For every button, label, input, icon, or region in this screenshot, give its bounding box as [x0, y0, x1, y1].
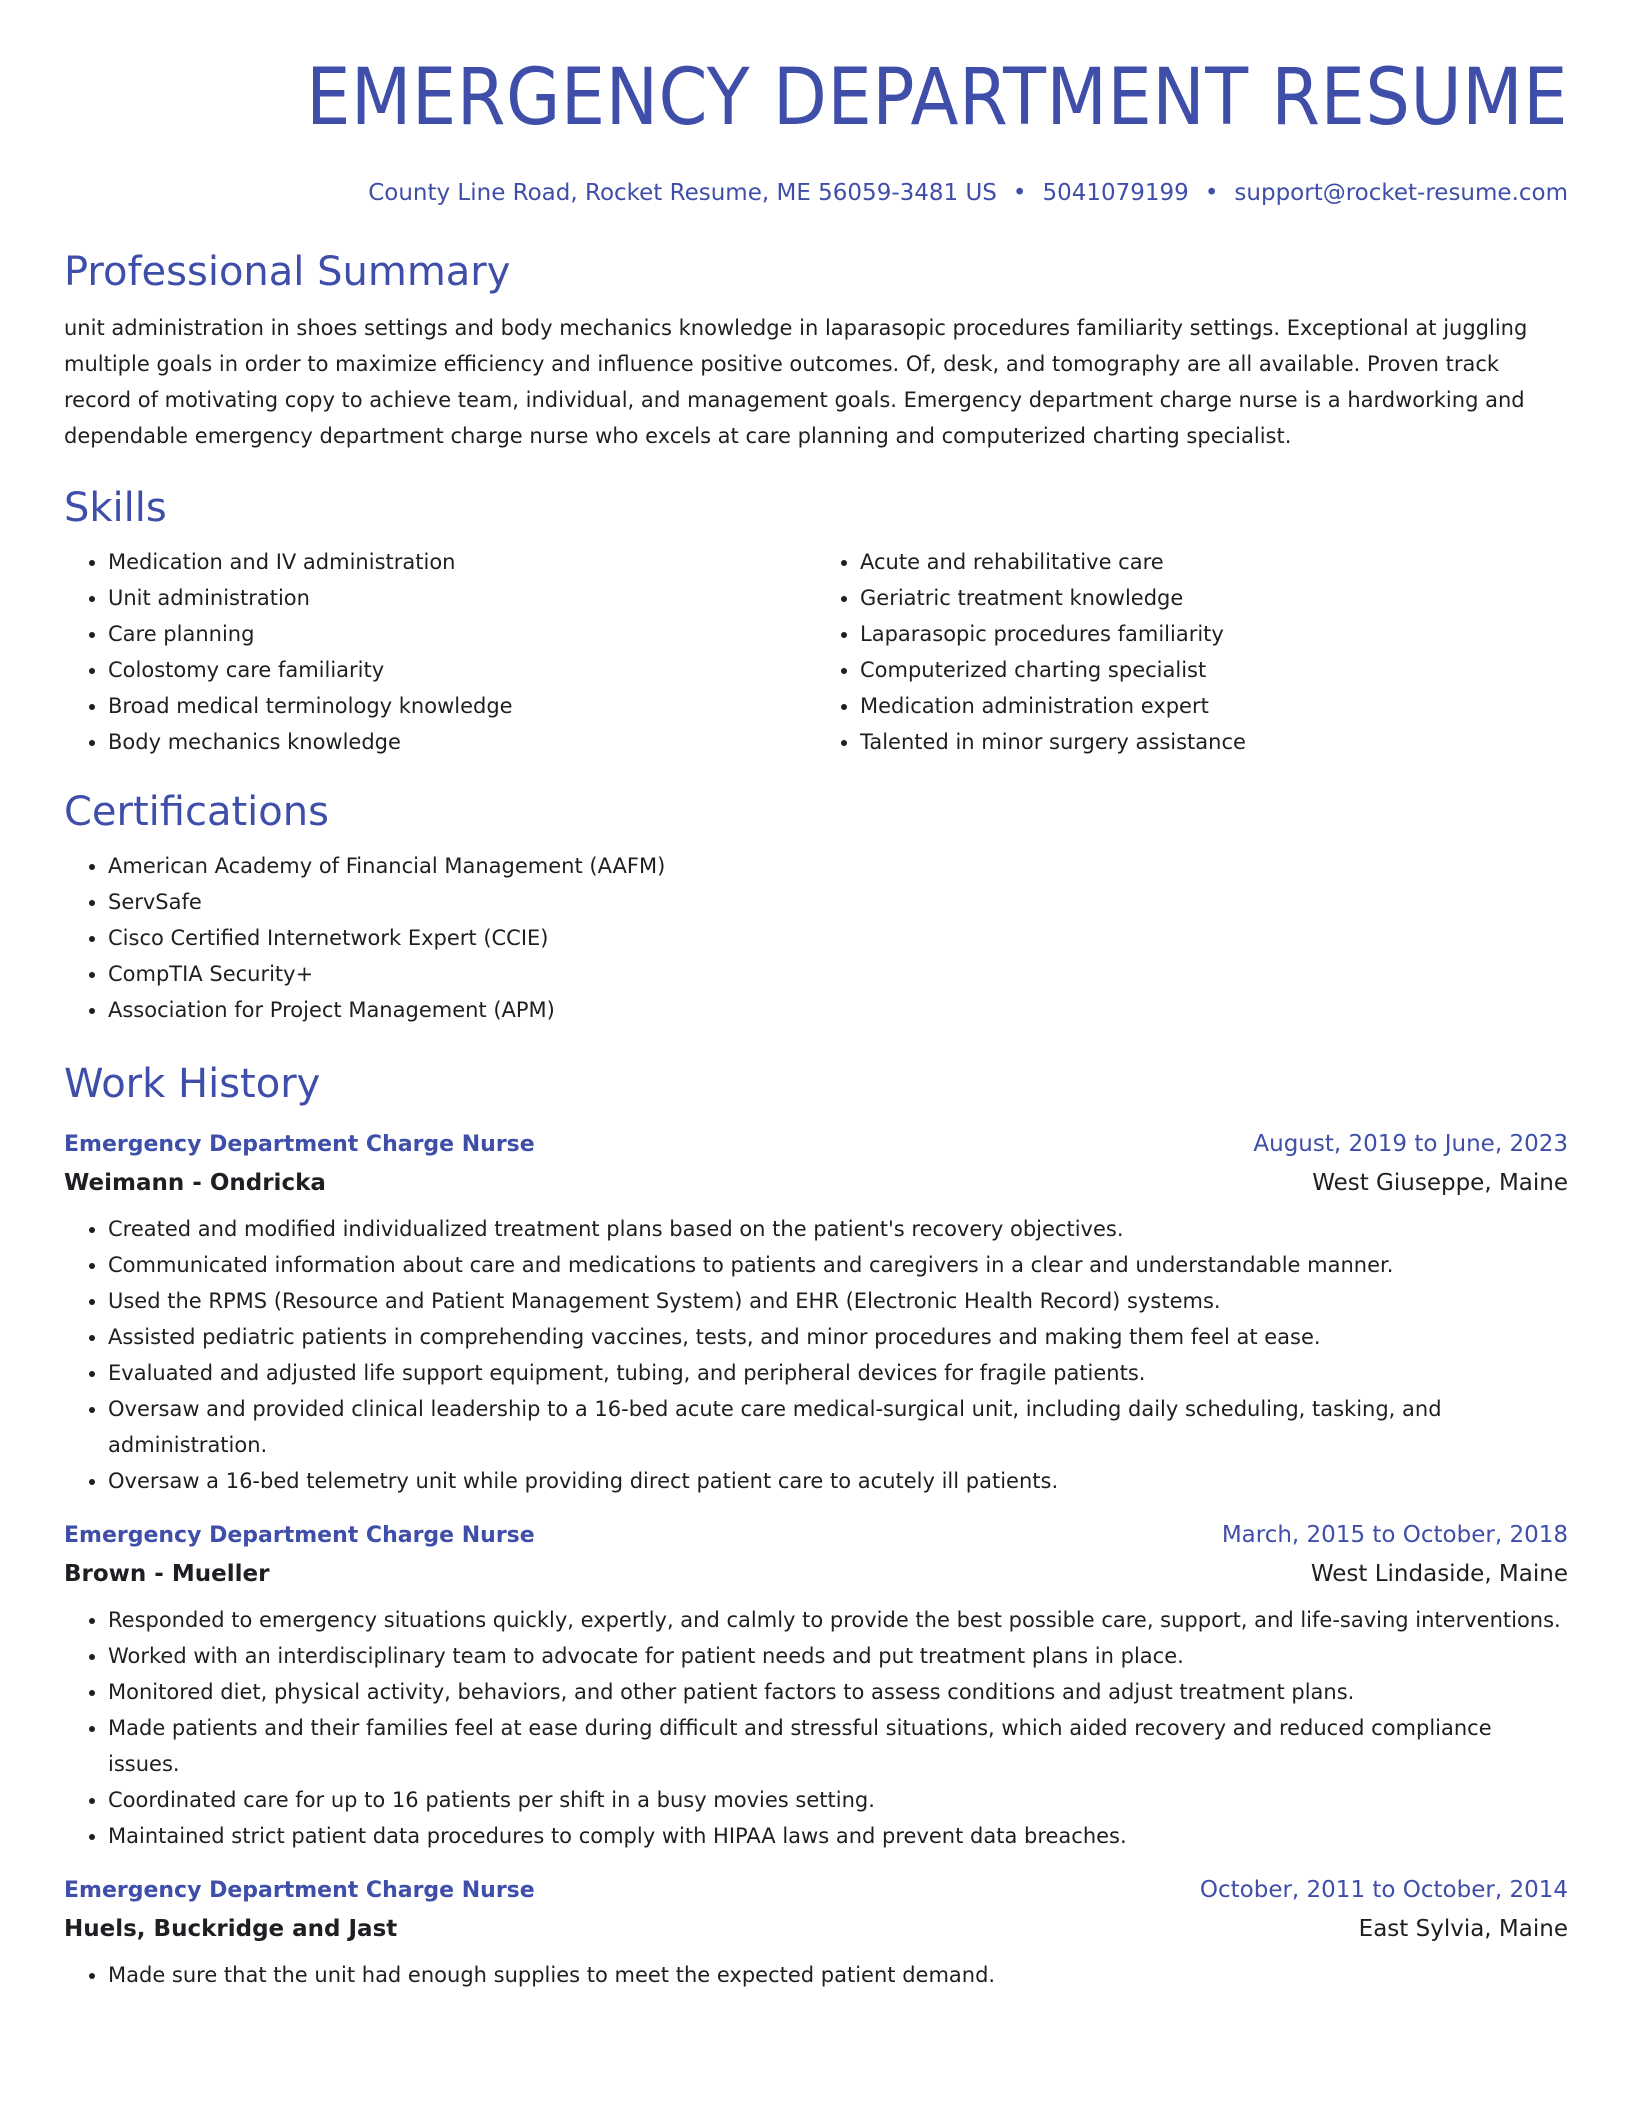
job-title-row: [64, 1872, 1568, 1909]
certification-item: • Cisco Certified Internetwork Expert (CCIE): [108, 920, 1568, 956]
skills-grid: [64, 544, 1568, 760]
work-history-section: [64, 1058, 1568, 1993]
work-history-heading: Work History: [64, 1061, 321, 1107]
skills-list-right: [816, 544, 1568, 760]
job-entry: [64, 1517, 1568, 1854]
job-title: Emergency Department Charge Nurse: [64, 1132, 535, 1157]
job-company-row: [64, 1163, 1568, 1203]
job-bullet: • Monitored diet, physical activity, behaviors, and other patient factors to assess conditions and adjust treatment plans.: [108, 1674, 1568, 1710]
skills-heading: Skills: [64, 485, 167, 531]
job-title-row: [64, 1517, 1568, 1554]
contact-separator: •: [1204, 180, 1219, 206]
job-bullet: • Used the RPMS (Resource and Patient Management System) and EHR (Electronic Health Record) systems.: [108, 1283, 1568, 1319]
job-company: Huels, Buckridge and Jast: [64, 1916, 398, 1942]
job-company: Weimann - Ondricka: [64, 1170, 326, 1196]
contact-separator: •: [1012, 180, 1027, 206]
job-bullet: • Assisted pediatric patients in comprehending vaccines, tests, and minor procedures and making them feel at ease.: [108, 1319, 1568, 1355]
summary-section: [64, 246, 1568, 454]
certification-item: • CompTIA Security+: [108, 956, 1568, 992]
certification-item: • Association for Project Management (APM): [108, 992, 1568, 1028]
skills-section: [64, 482, 1568, 760]
summary-text: unit administration in shoes settings and body mechanics knowledge in laparasopic procedures familiarity settings. Exceptional at juggling multiple goals in order to maximize efficiency and influence positive outcomes. Of, desk, and tomography are all available. Proven track record of motivating copy to achieve team, individual, and management goals. Emergency department charge nurse is a hardworking and dependable emergency department charge nurse who excels at care planning and computerized charting specialist.: [64, 316, 1528, 448]
job-bullet: • Oversaw and provided clinical leadership to a 16-bed acute care medical-surgical unit, including daily scheduling, tasking, and administration.: [108, 1391, 1568, 1463]
job-bullet: • Worked with an interdisciplinary team to advocate for patient needs and put treatment plans in place.: [108, 1638, 1568, 1674]
skill-item: • Body mechanics knowledge: [108, 724, 816, 760]
job-bullet: • Communicated information about care and medications to patients and caregivers in a clear and understandable manner.: [108, 1247, 1568, 1283]
job-bullet: • Made patients and their families feel at ease during difficult and stressful situations, which aided recovery and reduced compliance issues.: [108, 1710, 1568, 1782]
job-title: Emergency Department Charge Nurse: [64, 1878, 535, 1903]
skill-item: • Medication administration expert: [860, 688, 1568, 724]
job-company-row: [64, 1554, 1568, 1594]
skill-item: • Colostomy care familiarity: [108, 652, 816, 688]
certifications-heading: Certifications: [64, 789, 329, 835]
certification-item: • ServSafe: [108, 884, 1568, 920]
certifications-section: [64, 786, 1568, 1028]
job-bullets: [64, 1602, 1568, 1854]
job-bullet: • Coordinated care for up to 16 patients per shift in a busy movies setting.: [108, 1782, 1568, 1818]
job-dates: March, 2015 to October, 2018: [1221, 1522, 1568, 1548]
job-title-row: [64, 1126, 1568, 1163]
skill-item: • Broad medical terminology knowledge: [108, 688, 816, 724]
contact-phone: 5041079199: [1042, 180, 1189, 206]
job-location: West Giuseppe, Maine: [1312, 1170, 1568, 1196]
job-bullet: • Maintained strict patient data procedures to comply with HIPAA laws and prevent data breaches.: [108, 1818, 1568, 1854]
certification-item: • American Academy of Financial Management (AAFM): [108, 848, 1568, 884]
job-bullets: [64, 1211, 1568, 1499]
contact-line: [64, 176, 1568, 210]
certifications-list: [64, 848, 1568, 1028]
job-bullet: • Oversaw a 16-bed telemetry unit while providing direct patient care to acutely ill patients.: [108, 1463, 1568, 1499]
job-bullet: • Responded to emergency situations quickly, expertly, and calmly to provide the best possible care, support, and life-saving interventions.: [108, 1602, 1568, 1638]
contact-address: County Line Road, Rocket Resume, ME 56059-3481 US: [368, 180, 997, 206]
job-bullet: • Evaluated and adjusted life support equipment, tubing, and peripheral devices for fragile patients.: [108, 1355, 1568, 1391]
job-dates: October, 2011 to October, 2014: [1199, 1877, 1568, 1903]
job-location: West Lindaside, Maine: [1310, 1561, 1568, 1587]
skill-item: • Geriatric treatment knowledge: [860, 580, 1568, 616]
skill-item: • Medication and IV administration: [108, 544, 816, 580]
skill-item: • Unit administration: [108, 580, 816, 616]
job-company-row: [64, 1909, 1568, 1949]
skill-item: • Talented in minor surgery assistance: [860, 724, 1568, 760]
job-bullet: • Created and modified individualized treatment plans based on the patient's recovery objectives.: [108, 1211, 1568, 1247]
job-entry: [64, 1872, 1568, 1993]
job-bullets: [64, 1957, 1568, 1993]
job-company: Brown - Mueller: [64, 1561, 270, 1587]
resume-header: [64, 0, 1568, 210]
skill-item: • Computerized charting specialist: [860, 652, 1568, 688]
skill-item: • Laparasopic procedures familiarity: [860, 616, 1568, 652]
job-entry: [64, 1126, 1568, 1499]
job-bullet: • Made sure that the unit had enough supplies to meet the expected patient demand.: [108, 1957, 1568, 1993]
summary-heading: Professional Summary: [64, 249, 511, 295]
resume-title: EMERGENCY DEPARTMENT RESUME: [306, 53, 1568, 143]
skill-item: • Acute and rehabilitative care: [860, 544, 1568, 580]
contact-email[interactable]: support@rocket-resume.com: [1234, 180, 1568, 206]
skills-list-left: [64, 544, 816, 760]
job-title: Emergency Department Charge Nurse: [64, 1523, 535, 1548]
job-dates: August, 2019 to June, 2023: [1253, 1131, 1568, 1157]
skill-item: • Care planning: [108, 616, 816, 652]
job-location: East Sylvia, Maine: [1358, 1916, 1568, 1942]
